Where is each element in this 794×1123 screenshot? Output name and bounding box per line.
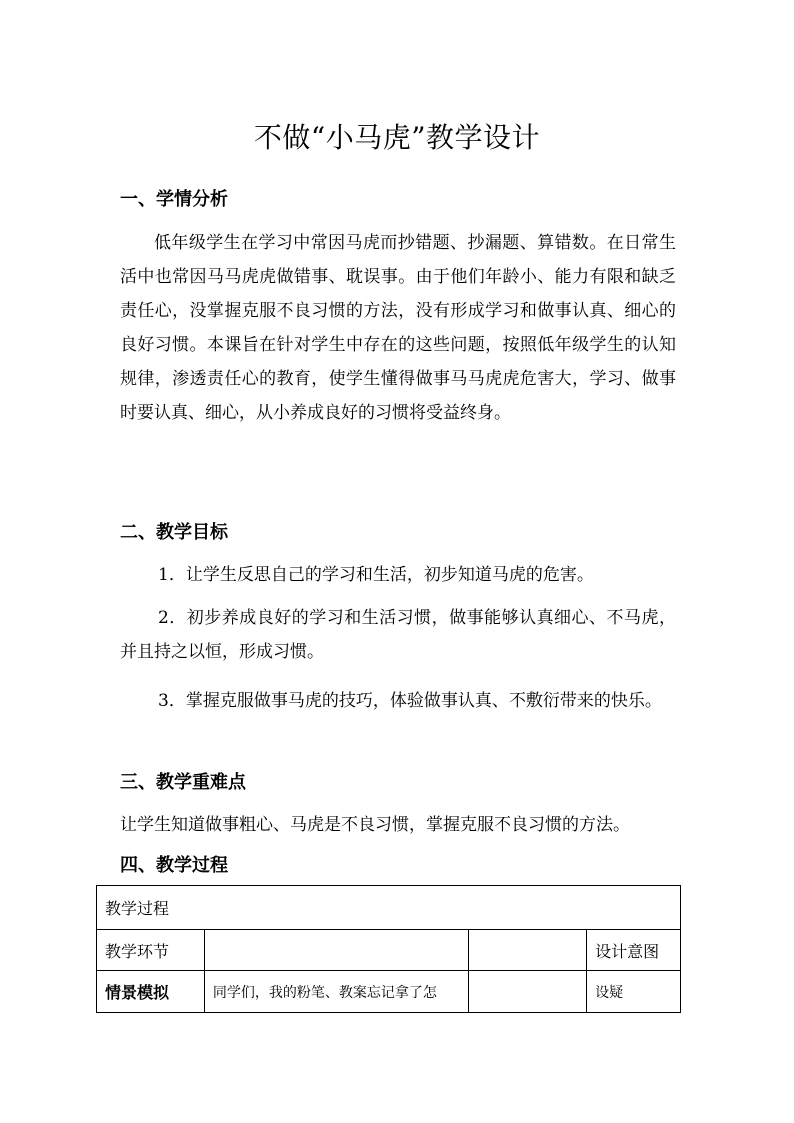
- document-title: 不做“小马虎”教学设计: [253, 121, 541, 154]
- table-row: [97, 930, 681, 971]
- section-heading-key-points: 三、教学重难点: [120, 772, 246, 793]
- objective-item-1: 1．让学生反思自己的学习和生活，初步知道马虎的危害。: [158, 565, 594, 585]
- table-cell-empty: [204, 930, 469, 971]
- table-cell-empty: [469, 971, 587, 1013]
- table-cell-content: 同学们，我的粉笔、教案忘记拿了怎: [204, 971, 469, 1013]
- objective-item-3: 3．掌握克服做事马虎的技巧，体验做事认真、不敷衍带来的快乐。: [158, 691, 662, 711]
- objective-item-2: 2．初步养成良好的学习和生活习惯，做事能够认真细心、不马虎，并且持之以恒，形成习惯。: [120, 608, 676, 662]
- table-cell-intent: 设疑: [587, 971, 681, 1013]
- table-header-cell: 教学过程: [97, 886, 681, 930]
- table-cell-stage-label: 教学环节: [97, 930, 205, 971]
- section-heading-objectives: 二、教学目标: [120, 522, 228, 543]
- table-cell-empty: [469, 930, 587, 971]
- table-row: [97, 886, 681, 930]
- section-heading-process: 四、教学过程: [120, 855, 228, 876]
- teaching-process-table: [96, 885, 681, 1013]
- table-cell-stage-name: 情景模拟: [97, 971, 205, 1013]
- table-row: [97, 971, 681, 1013]
- section-heading-analysis: 一、学情分析: [120, 189, 228, 210]
- analysis-paragraph: 低年级学生在学习中常因马虎而抄错题、抄漏题、算错数。在日常生活中也常因马马虎虎做错事、耽误事。由于他们年龄小、能力有限和缺乏责任心，没掌握克服不良习惯的方法，没有形成学习和做事认真、细心的良好习惯。本课旨在针对学生中存在的这些问题，按照低年级学生的认知规律，渗透责任心的教育，使学生懂得做事马马虎虎危害大，学习、做事时要认真、细心，从小养成良好的习惯将受益终身。: [120, 233, 676, 423]
- table-cell-intent-label: 设计意图: [587, 930, 681, 971]
- key-points-paragraph: 让学生知道做事粗心、马虎是不良习惯，掌握克服不良习惯的方法。: [120, 815, 630, 835]
